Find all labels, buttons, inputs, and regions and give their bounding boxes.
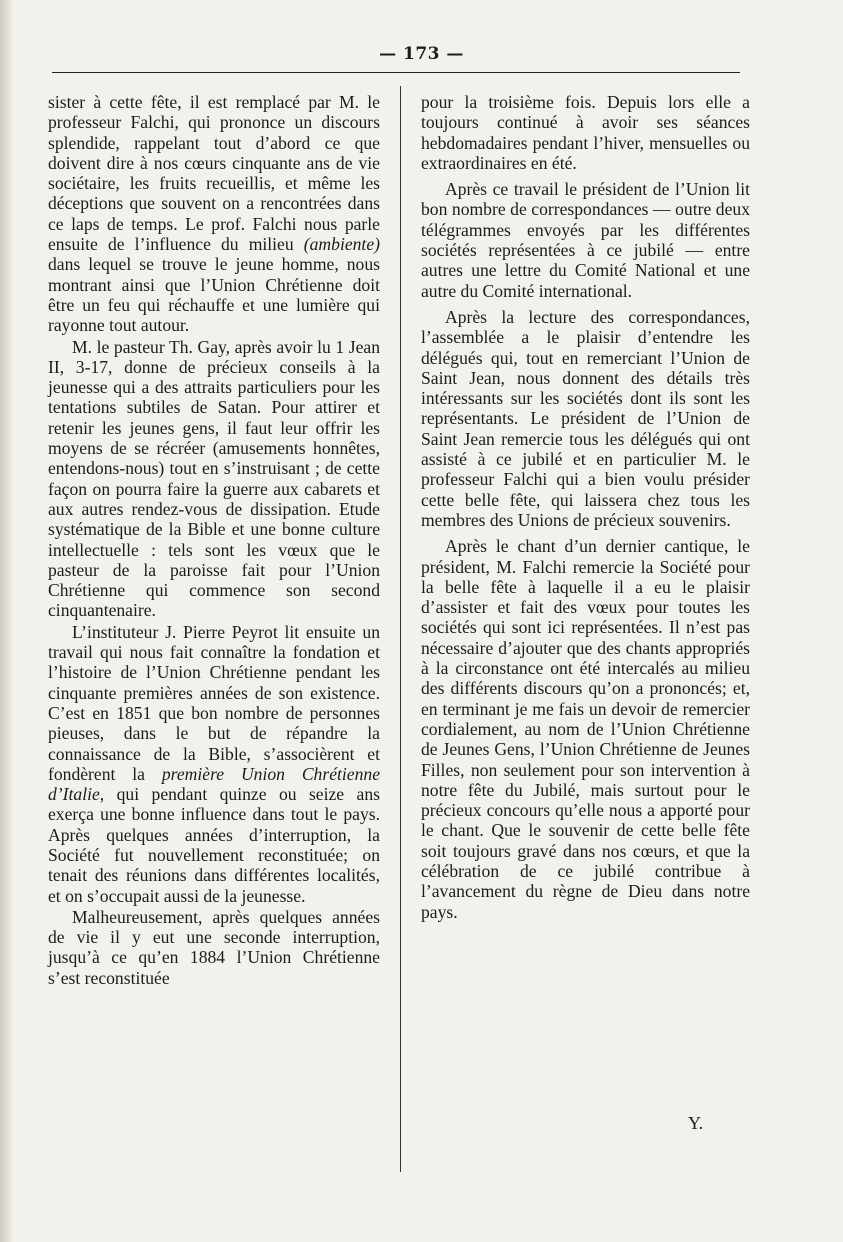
column-divider — [400, 86, 401, 1172]
text-run: dans lequel se trouve le jeune homme, nous montrant ainsi que l’Union Chrétienne doit être un feu qui réchauffe et une lumière qui rayonne tout autour. — [48, 254, 380, 336]
header-rule — [52, 72, 740, 73]
signature: Y. — [688, 1113, 704, 1133]
left-column — [48, 92, 380, 988]
text-run: L’instituteur J. Pierre Peyrot lit ensuite un travail qui nous fait connaître la fondation et l’histoire de l’Union Chrétienne pendant les cinquante premières années de son existence. C’est en 1851 que bon nombre de personnes pieuses, dans le but de répandre la connaissance de la Bible, s’associèrent et fondèrent la — [48, 621, 380, 784]
page-edge-shadow — [0, 0, 14, 1242]
right-paragraph-3: Après la lecture des correspondances, l’assemblée a le plaisir d’entendre les délégués qui, tout en remerciant l’Union de Saint Jean, nous donnent des détails très intéressants sur les sociétés dont ils sont les représentants. Le président de l’Union de Saint Jean remercie tous les délégués qui ont assisté à ce jubilé et en particulier M. le professeur Falchi qui a bien voulu présider cette belle fête, qui laissera chez tous les membres des Unions de précieux souvenirs. — [421, 306, 750, 530]
page-number: — 173 — — [379, 44, 464, 64]
right-paragraph-2: Après ce travail le président de l’Union lit bon nombre de correspondances — outre deux télégrammes envoyés par les différentes sociétés représentées à ce jubilé — entre autres une lettre du Comité National et une autre du Comité international. — [421, 179, 750, 301]
italic-title: première Union Chrétienne d’Italie — [48, 763, 380, 805]
left-paragraph-1 — [48, 92, 380, 336]
left-paragraph-4: Malheureusement, après quelques années de vie il y eut une seconde interruption, jusqu’à ce qu’en 1884 l’Union Chrétienne s’est reconstituée — [48, 906, 380, 988]
right-column — [421, 92, 750, 922]
right-paragraph-4: Après le chant d’un dernier cantique, le président, M. Falchi remercie la Société pour la belle fête à laquelle il a eu le plaisir d’assister et fait des vœux pour toutes les sociétés qui sont ici représentées. Il n’est pas nécessaire d’ajouter que des chants appropriés à la circonstance ont été intercalés au milieu des différents discours qu’on a prononcés; et, en terminant je me fais un devoir de remercier cordialement, au nom de l’Union Chrétienne de Jeunes Gens, l’Union Chrétienne de Jeunes Filles, non seulement pour son intervention à notre fête du Jubilé, mais surtout pour le précieux concours qu’elle nous a apporté pour le chant. Que le souvenir de cette belle fête soit toujours gravé dans nos cœurs, et que la célébration de ce jubilé contribue à l’avancement du règne de Dieu dans notre pays. — [421, 536, 750, 922]
italic-term: (ambiente) — [303, 234, 380, 255]
text-run: , qui pendant quinze ou seize ans exerça une bonne influence dans tout le pays. Après quelques années d’interruption, la Société fut nouvellement reconstituée; on tenait des réunions dans différentes localités, et on s’occupait aussi de la jeunesse. — [48, 784, 380, 906]
right-paragraph-1: pour la troisième fois. Depuis lors elle a toujours continué à avoir ses séances hebdomadaires pendant l’hiver, mensuelles ou extraordinaires en été. — [421, 92, 750, 173]
left-paragraph-3 — [48, 622, 380, 906]
left-paragraph-2: M. le pasteur Th. Gay, après avoir lu 1 Jean II, 3-17, donne de précieux conseils à la jeunesse qui a des attraits particuliers pour les tentations subtiles de Satan. Pour attirer et retenir les jeunes gens, il faut leur offrir les moyens de se récréer (amusements honnêtes, entendons-nous) tout en s’instruisant ; de cette façon on pourra faire la guerre aux cabarets et aux autres rendez-vous de dissipation. Etude systématique de la Bible et une bonne culture intellectuelle : tels sont les vœux que le pasteur de la paroisse fait pour l’Union Chrétienne qui commence son second cinquantenaire. — [48, 336, 380, 621]
text-run: sister à cette fête, il est remplacé par M. le professeur Falchi, qui prononce un discours splendide, rappelant tout d’abord ce que doivent dire à nos cœurs cinquante ans de vie sociétaire, les fruits recueillis, et même les déceptions que souvent on a rencontrées dans ce laps de temps. Le prof. Falchi nous parle ensuite de l’influence du milieu — [48, 92, 380, 255]
